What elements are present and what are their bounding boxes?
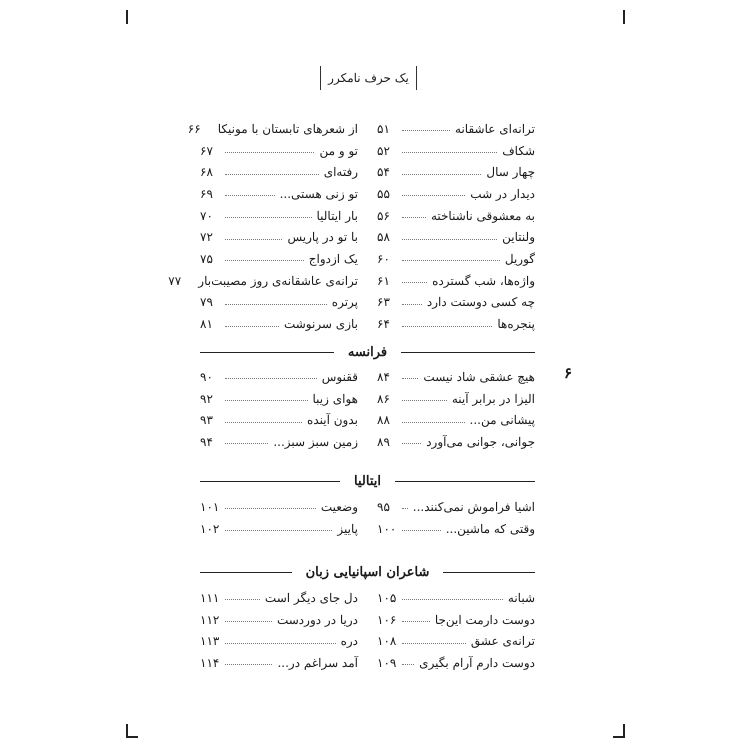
toc-entry-page: ۸۴	[377, 369, 390, 384]
toc-row	[200, 518, 535, 540]
toc-block-1	[168, 118, 535, 335]
heading-rule-right	[401, 352, 535, 353]
toc-row	[200, 183, 535, 205]
toc-entry-page: ۷۲	[200, 230, 213, 245]
toc-entry-page: ۶۸	[200, 165, 213, 180]
toc-rows	[168, 118, 535, 335]
toc-entry-right	[377, 161, 535, 183]
toc-entry-page: ۶۹	[200, 186, 213, 201]
dot-leader	[225, 260, 304, 261]
toc-entry-page: ۷۹	[200, 295, 213, 310]
toc-row	[200, 313, 535, 335]
toc-entry-left	[200, 313, 358, 335]
toc-entry-title: جوانی، جوانی می‌آورد	[426, 434, 535, 449]
toc-row	[200, 292, 535, 314]
dot-leader	[225, 530, 332, 531]
toc-entry-title: دریا در دوردست	[276, 612, 358, 627]
toc-entry-page: ۸۱	[200, 317, 213, 332]
toc-entry-title: به معشوقی ناشناخته	[430, 208, 535, 223]
toc-entry-right	[377, 496, 535, 518]
toc-row	[200, 161, 535, 183]
toc-entry-right	[377, 366, 535, 388]
dot-leader	[402, 239, 497, 240]
toc-entry-title: یک ازدواج	[308, 251, 358, 266]
dot-leader	[225, 664, 272, 665]
toc-entry-right	[377, 388, 535, 410]
toc-entry-title: دره	[340, 634, 358, 649]
section-heading-italy	[200, 471, 535, 491]
toc-row	[200, 205, 535, 227]
dot-leader	[402, 508, 408, 509]
toc-row	[200, 630, 535, 652]
toc-row	[200, 652, 535, 674]
toc-entry-page: ۷۷	[168, 273, 182, 288]
toc-entry-right	[377, 248, 535, 270]
dot-leader	[402, 664, 414, 665]
dot-leader	[225, 174, 319, 175]
toc-entry-page: ۵۱	[377, 121, 390, 136]
toc-entry-title: آمد سراغم در...	[277, 655, 358, 670]
dot-leader	[225, 621, 272, 622]
dot-leader	[402, 326, 492, 327]
toc-row	[200, 409, 535, 431]
toc-entry-title: پرتره	[331, 295, 358, 310]
toc-entry-page: ۵۴	[377, 165, 390, 180]
toc-entry-page: ۱۱۲	[200, 612, 220, 627]
toc-entry-right	[377, 652, 535, 674]
toc-entry-left	[200, 366, 358, 388]
dot-leader	[402, 422, 465, 423]
toc-entry-right	[377, 518, 535, 540]
page-number: ۶	[564, 364, 573, 382]
toc-row	[200, 140, 535, 162]
toc-entry-page: ۹۳	[200, 413, 213, 428]
dot-leader	[225, 508, 316, 509]
book-title: یک حرف نامکرر	[328, 71, 409, 85]
toc-entry-left	[200, 609, 358, 631]
toc-entry-left	[200, 183, 358, 205]
toc-entry-right	[377, 118, 535, 140]
toc-entry-title: دوست دارمت این‌جا	[434, 612, 535, 627]
toc-entry-right	[377, 313, 535, 335]
toc-entry-title: ترانه‌ی عاشقانه‌ی روز مصیبت‌بار	[198, 273, 358, 288]
toc-entry-page: ۵۲	[377, 143, 390, 158]
toc-entry-title: پیشانی من...	[469, 413, 535, 428]
toc-entry-page: ۱۰۰	[377, 521, 397, 536]
dot-leader	[225, 152, 314, 153]
toc-entry-page: ۸۶	[377, 391, 390, 406]
section-heading-france	[200, 342, 535, 362]
toc-entry-page: ۹۲	[200, 391, 213, 406]
dot-leader	[225, 304, 327, 305]
toc-block-spanish-poets	[200, 587, 535, 674]
toc-row	[200, 496, 535, 518]
toc-entry-left	[200, 140, 358, 162]
section-heading-label: شاعران اسپانیایی زبان	[305, 564, 430, 580]
toc-entry-left	[200, 226, 358, 248]
dot-leader	[402, 643, 466, 644]
crop-mark-bottom-left-h	[126, 736, 138, 738]
toc-entry-title: بدون آینده	[307, 413, 358, 428]
toc-entry-right	[377, 205, 535, 227]
toc-entry-left	[200, 496, 358, 518]
dot-leader	[225, 643, 336, 644]
dot-leader	[402, 195, 465, 196]
dot-leader	[402, 217, 426, 218]
toc-entry-page: ۱۱۴	[200, 655, 220, 670]
toc-entry-page: ۹۵	[377, 499, 390, 514]
toc-entry-left	[200, 431, 358, 453]
dot-leader	[402, 260, 500, 261]
toc-entry-page: ۶۳	[377, 295, 390, 310]
toc-entry-right	[377, 431, 535, 453]
dot-leader	[225, 326, 279, 327]
toc-entry-page: ۶۷	[200, 143, 213, 158]
dot-leader	[402, 304, 422, 305]
toc-entry-left	[200, 652, 358, 674]
toc-entry-page: ۶۱	[377, 273, 390, 288]
dot-leader	[402, 152, 497, 153]
toc-entry-page: ۹۰	[200, 369, 213, 384]
toc-entry-title: دوست دارم آرام بگیری	[419, 655, 535, 670]
toc-entry-left	[200, 409, 358, 431]
crop-mark-top-left-h	[126, 10, 128, 24]
toc-row	[200, 609, 535, 631]
toc-entry-title: دیدار در شب	[470, 186, 535, 201]
toc-entry-page: ۵۵	[377, 186, 390, 201]
toc-entry-page: ۱۰۱	[200, 499, 220, 514]
toc-entry-title: گوریل	[504, 251, 535, 266]
toc-entry-title: پنجره‌ها	[497, 317, 535, 332]
toc-rows	[200, 366, 535, 453]
toc-row	[200, 388, 535, 410]
toc-entry-left	[200, 388, 358, 410]
toc-entry-title: چه کسی دوستت دارد	[426, 295, 535, 310]
dot-leader	[402, 174, 481, 175]
toc-entry-title: زمین سبز سبز...	[273, 434, 358, 449]
section-heading-label: ایتالیا	[354, 473, 381, 489]
toc-entry-left	[200, 248, 358, 270]
section-heading-spanish-poets	[200, 562, 535, 582]
dot-leader	[402, 130, 450, 131]
dot-leader	[225, 400, 308, 401]
toc-entry-right	[377, 183, 535, 205]
dot-leader	[225, 239, 282, 240]
dot-leader	[225, 195, 275, 196]
toc-entry-page: ۱۰۶	[377, 612, 397, 627]
toc-entry-right	[377, 226, 535, 248]
toc-entry-right	[377, 630, 535, 652]
toc-entry-title: رفته‌ای	[323, 165, 358, 180]
dot-leader	[402, 621, 430, 622]
crop-mark-top-right-h	[623, 10, 625, 24]
toc-entry-page: ۶۰	[377, 251, 390, 266]
toc-row	[168, 270, 535, 292]
toc-entry-left	[200, 630, 358, 652]
toc-rows	[200, 496, 535, 539]
toc-entry-page: ۶۶	[187, 121, 201, 136]
dot-leader	[402, 378, 418, 379]
toc-row	[200, 587, 535, 609]
toc-entry-right	[377, 409, 535, 431]
toc-row	[200, 366, 535, 388]
heading-rule-right	[395, 481, 535, 482]
toc-entry-title: ققنوس	[321, 369, 358, 384]
running-head	[320, 66, 417, 90]
toc-entry-right	[377, 292, 535, 314]
toc-rows	[200, 587, 535, 674]
toc-entry-page: ۵۶	[377, 208, 390, 223]
toc-entry-title: هیچ عشقی شاد نیست	[423, 369, 535, 384]
toc-entry-page: ۶۴	[377, 317, 390, 332]
toc-entry-title: شبانه	[507, 590, 535, 605]
toc-entry-page: ۱۰۵	[377, 590, 397, 605]
toc-entry-page: ۱۱۱	[200, 590, 220, 605]
toc-entry-title: از شعرهای تابستان با مونیکا	[217, 121, 358, 136]
toc-entry-page: ۸۹	[377, 434, 390, 449]
dot-leader	[402, 599, 503, 600]
toc-entry-title: هوای زیبا	[312, 391, 358, 406]
toc-row	[200, 226, 535, 248]
toc-entry-left	[187, 118, 358, 140]
dot-leader	[225, 378, 317, 379]
toc-entry-page: ۵۸	[377, 230, 390, 245]
crop-mark-bottom-right-h	[613, 736, 625, 738]
toc-entry-page: ۱۱۳	[200, 634, 220, 649]
heading-rule-right	[443, 572, 535, 573]
toc-entry-title: با تو در پاریس	[287, 230, 358, 245]
dot-leader	[402, 530, 441, 531]
toc-entry-title: واژه‌ها، شب گسترده	[432, 273, 535, 288]
dot-leader	[225, 599, 260, 600]
toc-entry-page: ۷۰	[200, 208, 213, 223]
toc-entry-page: ۸۸	[377, 413, 390, 428]
toc-entry-title: بار ایتالیا	[316, 208, 358, 223]
toc-entry-left	[200, 587, 358, 609]
toc-entry-title: تو و من	[319, 143, 358, 158]
toc-entry-right	[377, 587, 535, 609]
heading-rule-left	[200, 352, 334, 353]
section-heading-label: فرانسه	[347, 344, 388, 360]
toc-entry-page: ۱۰۹	[377, 655, 397, 670]
heading-rule-left	[200, 481, 340, 482]
toc-row	[187, 118, 535, 140]
dot-leader	[402, 443, 421, 444]
toc-entry-left	[168, 270, 358, 292]
toc-entry-title: ترانه‌ی عشق	[470, 634, 535, 649]
dot-leader	[225, 443, 268, 444]
dot-leader	[402, 400, 447, 401]
toc-entry-left	[200, 161, 358, 183]
toc-entry-title: ولنتاین	[502, 230, 535, 245]
dot-leader	[225, 217, 312, 218]
dot-leader	[225, 422, 302, 423]
toc-entry-title: چهار سال	[486, 165, 535, 180]
toc-entry-left	[200, 518, 358, 540]
toc-entry-page: ۱۰۲	[200, 521, 220, 536]
toc-row	[200, 431, 535, 453]
toc-entry-title: شکاف	[502, 143, 535, 158]
toc-block-france	[200, 366, 535, 453]
toc-entry-right	[377, 140, 535, 162]
toc-entry-page: ۷۵	[200, 251, 213, 266]
heading-rule-left	[200, 572, 292, 573]
toc-entry-title: پاییز	[337, 521, 358, 536]
toc-entry-page: ۱۰۸	[377, 634, 397, 649]
toc-block-italy	[200, 496, 535, 539]
toc-entry-left	[200, 205, 358, 227]
toc-entry-title: دل جای دیگر است	[264, 590, 358, 605]
toc-entry-left	[200, 292, 358, 314]
toc-entry-title: ترانه‌ای عاشقانه	[455, 121, 535, 136]
toc-row	[200, 248, 535, 270]
toc-entry-page: ۹۴	[200, 434, 213, 449]
toc-entry-title: وضعیت	[320, 499, 358, 514]
dot-leader	[402, 282, 427, 283]
toc-entry-title: وقتی که ماشین...	[445, 521, 535, 536]
toc-entry-title: بازی سرنوشت	[283, 317, 358, 332]
toc-entry-title: تو زنی هستی...	[279, 186, 358, 201]
toc-entry-title: الیزا در برابر آینه	[451, 391, 535, 406]
toc-entry-right	[377, 270, 535, 292]
toc-entry-title: اشیا فراموش نمی‌کنند...	[412, 499, 535, 514]
toc-entry-right	[377, 609, 535, 631]
